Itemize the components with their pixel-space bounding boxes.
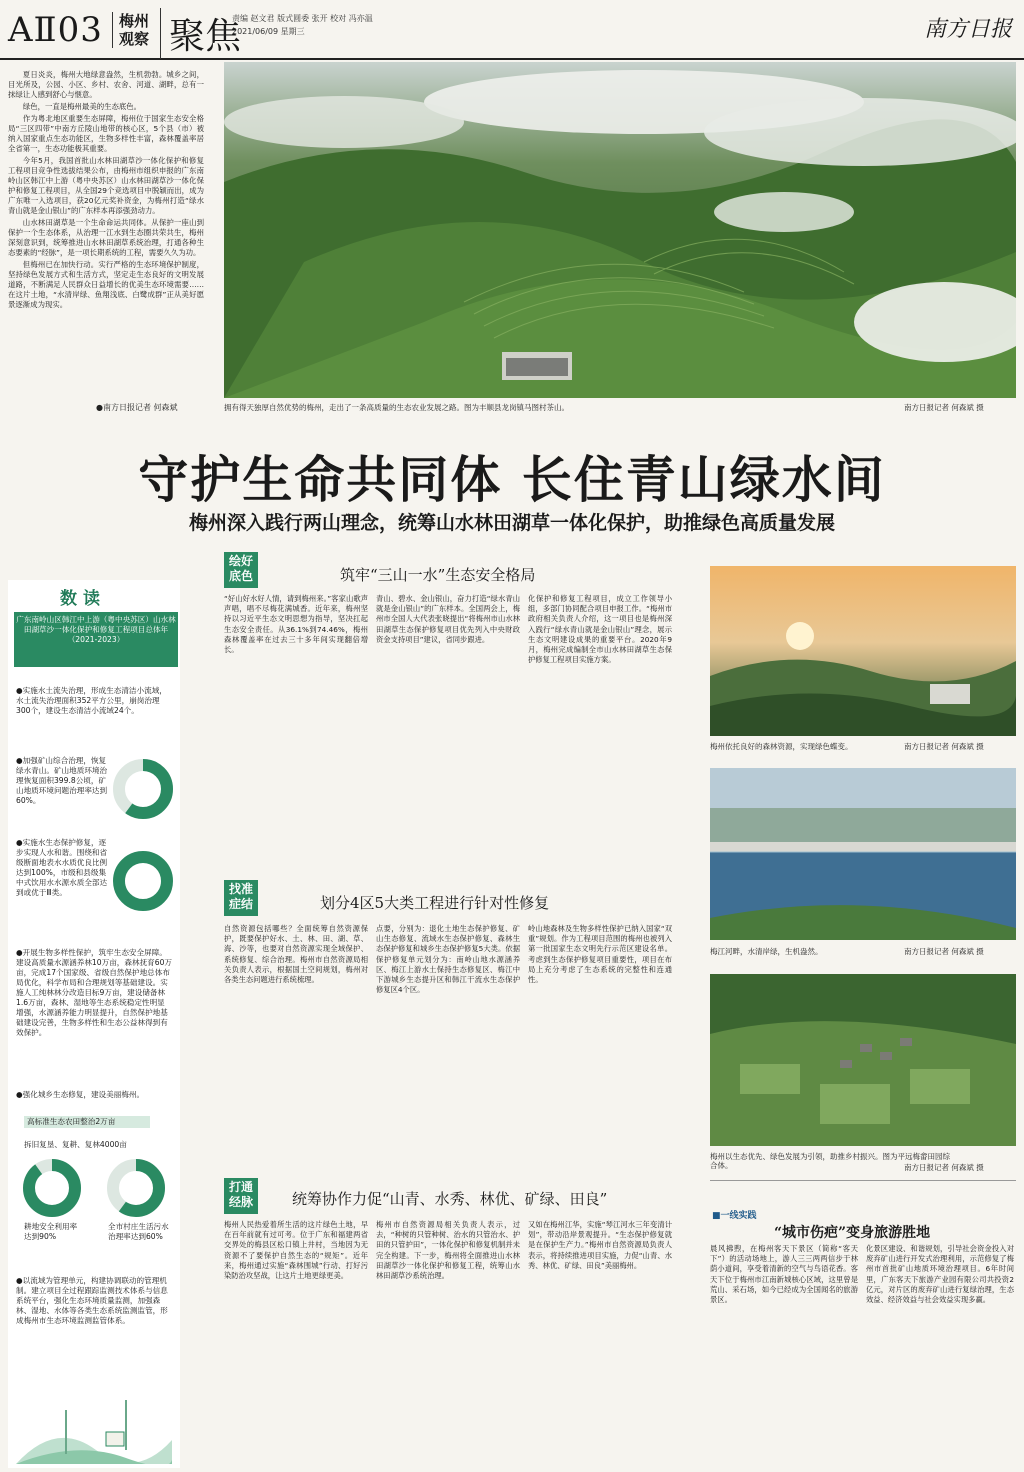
intro-paragraph: 夏日炎炎，梅州大地绿意盎然，生机勃勃。城乡之间，目光所及，公园、小区、乡村、农舍、河道、湖畔，总有一抹绿让人感到舒心与惬意。 — [8, 70, 204, 99]
article-column: 青山、碧水、金山银山，奋力打造“绿水青山就是金山银山”的广东样本。全国两会上，梅州市全国人大代表张晓提出“将梅州市山水林田湖草生态保护修复项目优先列入中央财政资金支持项目”建议，省同步跟进。 — [376, 594, 520, 644]
photo-caption: 梅州依托良好的森林资源，实现绿色蝶变。 — [710, 742, 853, 751]
ring-label: 全市村庄生活污水治理率达到60% — [108, 1222, 169, 1241]
divider — [710, 1180, 1016, 1181]
article-column: 又如在梅州江华，实施“琴江河水三年变清计划”，带动沿岸景观提升。“生态保护修复就是在保护生产力。”梅州市自然资源局负责人表示，将持续推进项目实施，力促“山青、水秀、林优、矿绿、田良”美丽梅州。 — [528, 1220, 672, 1270]
feature-kicker: ■一线实践 — [712, 1211, 757, 1221]
photo-credit: 南方日报记者 何森斌 摄 — [904, 742, 984, 751]
section-title: 筑牢“三山一水”生态安全格局 — [340, 566, 536, 584]
article-column: 点要，分别为：退化土地生态保护修复、矿山生态修复、流域水生态保护修复、森林生态保护修复和城乡生态保护修复5大类。依据保护修复单元划分为：南岭山地水源涵养区、梅江上游水土保持生态修复区、梅江中下游城乡生态提升区和韩江干流水生态保护修复区4个区。 — [376, 924, 520, 995]
intro-article — [8, 70, 204, 312]
sidebar-item: ●以流域为管理单元，构建协调联动的管理机制。建立项目全过程跟踪监测技术体系与信息系统平台，强化生态环境质量监测，加强森林、湿地、水体等各类生态系统监测监管，形成梅州市生态环境监测监管体系。 — [16, 1276, 168, 1325]
forest-sunset-photo — [710, 566, 1016, 736]
river-city-photo — [710, 768, 1016, 940]
article-column: 岭山地森林及生物多样性保护已纳入国家“双重”规划。作为工程项目范围的梅州也被列入第一批国家生态文明先行示范区建设名单。考虑到生态保护修复项目重要性，项目在布局上充分考虑了生态系统的完整性和连通性。 — [528, 924, 672, 985]
subheadline: 梅州深入践行两山理念，统筹山水林田湖草一体化保护，助推绿色高质量发展 — [188, 512, 835, 534]
masthead — [0, 0, 1024, 60]
wind-turbine-illustration — [16, 1380, 172, 1464]
feature-column: 化景区建设、和谐规划，引导社会资金投入对废弃矿山进行开发式治理利用，示范修复了梅州市首批矿山地质环境治理项目。6年时间里，广东客天下旅游产业园有限公司共投资2亿元，对片区的废弃矿山进行复绿治理，生态效益、经济效益与社会效益实现多赢。 — [866, 1244, 1014, 1305]
sidebar-item: ●加强矿山综合治理，恢复绿水青山。矿山地质环境治理恢复面积399.8公顷，矿山地质环境问题治理率达到60%。 — [16, 756, 108, 805]
ring-label: 耕地安全利用率达到90% — [24, 1222, 78, 1241]
edition-line: 梅州 — [119, 12, 150, 30]
top-photo — [224, 62, 1016, 398]
article-column: 梅州市自然资源局相关负责人表示，过去，“种树的只管种树、治水的只管治水、护田的只管护田”，一体化保护和修复机制并未完全构建。下一步，梅州将全面推进山水林田湖草沙一体化保护和修复工程，统筹山水林田湖草沙系统治理。 — [376, 1220, 520, 1281]
intro-paragraph: 绿色，一直是梅州最美的生态底色。 — [22, 102, 142, 111]
newspaper-logo: 南方日报 — [923, 17, 1012, 42]
section-tag: 绘好底色 — [224, 552, 258, 588]
tea-mountain-photo — [224, 62, 1016, 398]
article-column: 自然资源包括哪些？全面统筹自然资源保护，既要保护好水、土、林、田、湖、草、海、沙等，也要对自然资源实现全域保护、系统修复、综合治理。梅州市自然资源局相关负责人表示，根据国土空间规划，梅州对各类生态问题进行系统梳理。 — [224, 924, 368, 985]
ring-chart-mine — [112, 758, 174, 820]
ring-chart-sewage — [106, 1158, 166, 1218]
section-tag: 找准症结 — [224, 880, 258, 916]
credits — [232, 12, 373, 38]
photo-caption: 梅江河畔，水清岸绿，生机盎然。 — [710, 947, 823, 956]
page-number: AⅡ03 — [8, 10, 103, 50]
section-name: 聚焦 — [160, 8, 241, 59]
article-column: 化保护和修复工程项目，成立工作领导小组，多部门协同配合项目申报工作。“梅州市政府相关负责人介绍，这一项目也是梅州深入践行“绿水青山就是金山银山”理念，展示生态文明建设成果的重要平台。2020年9月，梅州完成编制全市山水林田湖草生态保护修复工程项目实施方案。 — [528, 594, 672, 665]
sidebar-project-box: 广东南岭山区韩江中上游（粤中央苏区）山水林田湖草沙一体化保护和修复工程项目总体年（2021-2023） — [14, 612, 178, 667]
intro-paragraph: 但梅州已在加快行动。实行严格的生态环境保护制度，坚持绿色发展方式和生活方式，坚定走生态良好的文明发展道路，不断满足人民群众日益增长的优美生态环境需要……在这片土地，“水清岸绿、鱼翔浅底、白鹭成群”正从美好愿景逐渐成为现实。 — [8, 260, 204, 309]
intro-paragraph: 今年5月，我国首批山水林田湖草沙一体化保护和修复工程项目竞争性选拔结果公布，由梅州市组织申报的广东南岭山区韩江中上游（粤中央苏区）山水林田湖草沙一体化保护和修复工程项目，从全国29个竞选项目中脱颖而出，成为广东唯一入选项目，获20亿元奖补资金，为梅州打造“绿水青山就是金山银山”的广东样本再添强劲动力。 — [8, 156, 204, 215]
intro-paragraph: 山水林田湖草是一个生命命运共同体。从保护一座山到保护一个生态体系，从治理一江水到生态圈共荣共生，梅州深刻意识到，统筹推进山水林田湖草系统治理，打通各种生态要素的“经脉”，是一项长期系统的工程，需要久久为功。 — [8, 218, 204, 257]
photo-credit: 南方日报记者 何森斌 摄 — [904, 1163, 984, 1172]
article-column: “好山好水好人情，请到梅州来。”客家山歌声声唱，唱不尽梅花满城香。近年来，梅州坚持以习近平生态文明思想为指导，坚决扛起生态安全责任。从36.1%到74.46%，梅州森林覆盖率在过去三十多年间实现翻倍增长。 — [224, 594, 368, 655]
ring-chart-farmland — [22, 1158, 82, 1218]
edition-line: 观察 — [119, 30, 150, 48]
intro-byline: ●南方日报记者 何森斌 — [96, 403, 178, 412]
sidebar-title: 数读 — [60, 589, 106, 609]
main-headline: 守护生命共同体 长住青山绿水间 — [138, 450, 886, 509]
village-aerial-photo — [710, 974, 1016, 1146]
top-photo-credit: 南方日报记者 何森斌 摄 — [904, 403, 984, 412]
photo-caption: 梅州以生态优先、绿色发展为引领，助推乡村振兴。图为平远梅畲田园综合体。 — [710, 1152, 950, 1170]
section-tag: 打通经脉 — [224, 1178, 258, 1214]
credits-line: 责编 赵文君 版式圆委 张开 校对 冯亦温 — [232, 14, 373, 23]
feature-column: 晨风拂煦，在梅州客天下景区（简称“客天下”）的活动场地上，游人三三两两信步于林荫小道间，享受着清新的空气与鸟语花香。客天下位于梅州市江南新城核心区域，这里曾是荒山、采石场，如今已经成为全国闻名的旅游景区。 — [710, 1244, 858, 1305]
sidebar-item: ●强化城乡生态修复，建设美丽梅州。 — [16, 1090, 145, 1099]
feature-title: “城市伤疤”变身旅游胜地 — [774, 1225, 931, 1241]
section-title: 划分4区5大类工程进行针对性修复 — [320, 894, 550, 912]
credits-date: 2021/06/09 星期三 — [232, 27, 305, 36]
sidebar-stat: 拆旧复垦、复耕、复林4000亩 — [24, 1140, 127, 1149]
sidebar-stat: 高标准生态农田整治2万亩 — [24, 1116, 150, 1128]
ring-chart-water — [112, 850, 174, 912]
edition-label — [112, 12, 149, 48]
sidebar-item: ●开展生物多样性保护，筑牢生态安全屏障。建设高质量水源涵养林10万亩，森林抚育60万亩，完成17个国家级、省级自然保护地总体布局优化，科学布局和合理规划等基础建设。实施人工纯林林分改造目标9万亩，建设储备林1.6万亩，森林、湿地等生态系统稳定性明显增强，水源涵养能力明显提升，自然保护地基础建设完善，生物多样性和生态公益林得到有效保护。 — [16, 948, 173, 1037]
top-photo-caption: 拥有得天独厚自然优势的梅州，走出了一条高质量的生态农业发展之路。图为丰顺县龙岗镇马图村茶山。 — [224, 403, 569, 412]
photo-credit: 南方日报记者 何森斌 摄 — [904, 947, 984, 956]
ring-fill — [29, 1165, 75, 1211]
section-title: 统筹协作力促“山青、水秀、林优、矿绿、田良” — [292, 1190, 608, 1208]
sidebar-item: ●实施水土流失治理，形成生态清洁小流域，水土流失治理面积352平方公里，崩岗治理300个，建设生态清洁小流域24个。 — [16, 686, 167, 715]
sidebar-item: ●实施水生态保护修复，逐步实现人水和谐。围绕和省级断面地表水水质优良比例达到100%，市级和县级集中式饮用水水源水质全部达到或优于Ⅲ类。 — [16, 838, 108, 897]
article-column: 梅州人民热爱着所生活的这片绿色土地，早在百年前就有过可考。位于广东和福建两省交界处的梅县区松口镇上井村，当地因为无资源不了要保护自然生态的“规矩”。近年来，梅州通过实施“森林围城”行动、打好污染防治攻坚战，让这片土地更绿更美。 — [224, 1220, 368, 1281]
ring-fill — [119, 857, 167, 905]
intro-paragraph: 作为粤北地区重要生态屏障，梅州位于国家生态安全格局“三区四带”中南方丘陵山地带的核心区，5个县（市）被纳入国家重点生态功能区，生物多样性丰富，森林覆盖率居全省第一，生态功能极其重要。 — [8, 114, 204, 153]
